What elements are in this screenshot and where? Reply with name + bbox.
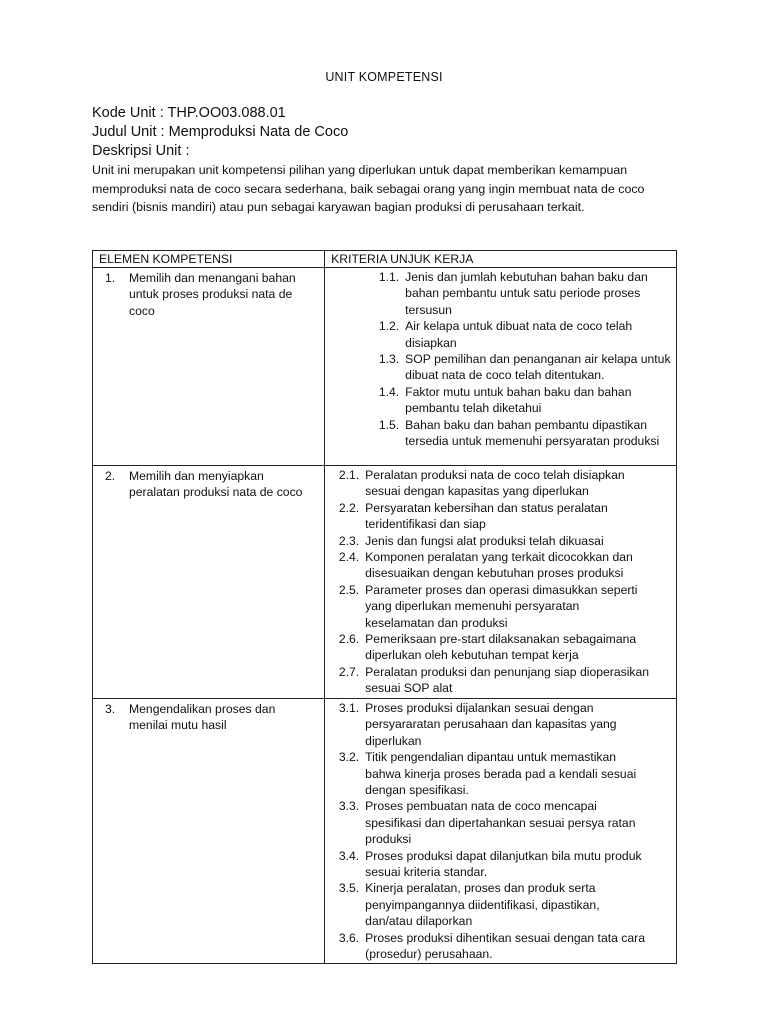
criteria-text-line: Bahan baku dan bahan pembantu dipastikan — [405, 417, 648, 432]
criteria-text-line: Faktor mutu untuk bahan baku dan bahan — [405, 384, 632, 399]
criteria-text-line: bahan pembantu untuk satu periode proses — [405, 286, 641, 301]
criteria-item — [325, 384, 672, 417]
element-text-line: menilai mutu hasil — [129, 718, 227, 733]
criteria-text — [365, 582, 672, 631]
element-number: 3. — [105, 702, 116, 716]
criteria-text — [365, 880, 672, 929]
criteria-number: 1.4. — [378, 384, 400, 399]
criteria-number: 2.7. — [338, 664, 360, 679]
table-row — [93, 268, 677, 466]
criteria-item — [325, 533, 672, 549]
criteria-text-line: tersedia untuk memenuhi persyaratan produksi — [405, 434, 660, 449]
criteria-text-line: dibuat nata de coco telah ditentukan. — [405, 368, 605, 383]
criteria-text-line: Air kelapa untuk dibuat nata de coco telah — [405, 319, 633, 334]
element-text-line: untuk proses produksi nata de — [129, 287, 293, 302]
unit-description-label: Deskripsi Unit : — [92, 143, 190, 159]
criteria-text-line: Proses pembuatan nata de coco mencapai — [365, 799, 597, 814]
criteria-item — [325, 631, 672, 664]
criteria-text — [365, 664, 672, 697]
criteria-number: 3.4. — [338, 848, 360, 863]
criteria-text-line: Proses produksi dijalankan sesuai dengan — [365, 701, 594, 715]
criteria-text-line: Peralatan produksi nata de coco telah disiapkan — [365, 468, 625, 482]
element-text-line: Memilih dan menyiapkan — [129, 469, 264, 483]
criteria-number: 1.3. — [378, 352, 400, 367]
criteria-item — [325, 930, 672, 963]
criteria-item — [325, 467, 672, 500]
element-text — [129, 468, 320, 501]
criteria-text-line: (prosedur) perusahaan. — [365, 947, 493, 962]
criteria-text — [365, 848, 672, 881]
criteria-item — [325, 549, 672, 582]
criteria-text-line: spesifikasi dan dipertahankan sesuai persya ratan — [365, 815, 636, 830]
criteria-text — [365, 700, 672, 749]
criteria-text-line: pembantu telah diketahui — [405, 401, 542, 416]
unit-description — [92, 161, 690, 217]
unit-title: Judul Unit : Memproduksi Nata de Coco — [92, 124, 349, 140]
criteria-text-line: diperlukan — [365, 733, 422, 748]
criteria-text-line: produksi — [365, 832, 412, 847]
criteria-text — [405, 351, 672, 384]
description-line: sendiri (bisnis mandiri) atau pun sebagai karyawan bagian produksi di perusahaan terkait. — [92, 200, 585, 214]
criteria-text-line: Parameter proses dan operasi dimasukkan seperti — [365, 582, 638, 597]
criteria-text — [365, 798, 672, 847]
criteria-text-line: keselamatan dan produksi — [365, 615, 508, 630]
criteria-text-line: teridentifikasi dan siap — [365, 517, 486, 532]
criteria-number: 1.2. — [378, 319, 400, 334]
element-item — [93, 268, 324, 319]
element-text — [129, 701, 320, 734]
element-item — [93, 699, 324, 734]
element-text-line: peralatan produksi nata de coco — [129, 485, 303, 500]
criteria-text-line: Titik pengendalian dipantau untuk memastikan — [365, 750, 617, 765]
criteria-number: 2.4. — [338, 550, 360, 565]
element-number: 1. — [105, 271, 116, 285]
criteria-text — [405, 318, 672, 351]
element-cell — [93, 268, 325, 466]
criteria-text — [365, 500, 672, 533]
criteria-item — [325, 417, 672, 450]
competency-table — [92, 250, 677, 964]
criteria-item — [325, 700, 672, 749]
unit-code: Kode Unit : THP.OO03.088.01 — [92, 105, 286, 121]
document-title: UNIT KOMPETENSI — [325, 70, 443, 84]
criteria-cell — [325, 466, 677, 699]
criteria-list — [325, 268, 676, 449]
criteria-item — [325, 749, 672, 798]
unit-meta — [92, 104, 692, 161]
criteria-text-line: SOP pemilihan dan penanganan air kelapa untuk — [405, 352, 671, 367]
criteria-number: 3.3. — [338, 799, 360, 814]
criteria-text — [405, 384, 672, 417]
criteria-item — [325, 318, 672, 351]
criteria-item — [325, 269, 672, 318]
criteria-item — [325, 880, 672, 929]
criteria-text-line: sesuai kriteria standar. — [365, 865, 488, 880]
criteria-text — [365, 549, 672, 582]
criteria-number: 1.5. — [378, 417, 400, 432]
criteria-text-line: yang diperlukan memenuhi persyaratan — [365, 599, 580, 614]
criteria-number: 2.1. — [338, 468, 360, 482]
element-cell — [93, 699, 325, 964]
element-text — [129, 270, 320, 319]
table-row — [93, 466, 677, 699]
element-item — [93, 466, 324, 501]
criteria-text-line: Persyaratan kebersihan dan status peralatan — [365, 500, 608, 515]
description-line: memproduksi nata de coco secara sederhana, baik sebagai orang yang ingin membuat nata de coco — [92, 181, 645, 196]
criteria-text-line: persyararatan perusahaan dan kapasitas yang — [365, 717, 617, 732]
criteria-text — [365, 749, 672, 798]
table-header-row — [93, 251, 677, 268]
criteria-list — [325, 466, 676, 697]
criteria-text-line: Kinerja peralatan, proses dan produk serta — [365, 881, 596, 896]
element-cell — [93, 466, 325, 699]
criteria-cell — [325, 699, 677, 964]
criteria-number: 2.3. — [338, 533, 360, 548]
criteria-item — [325, 664, 672, 697]
criteria-text-line: disesuaikan dengan kebutuhan proses produksi — [365, 566, 624, 581]
criteria-text-line: dan/atau dilaporkan — [365, 914, 473, 929]
criteria-text — [365, 533, 672, 549]
element-text-line: Memilih dan menangani bahan — [129, 271, 296, 285]
description-line: Unit ini merupakan unit kompetensi pilihan yang diperlukan untuk dapat memberikan kemampuan — [92, 163, 628, 177]
criteria-text-line: Proses produksi dapat dilanjutkan bila mutu produk — [365, 848, 642, 863]
criteria-text-line: Peralatan produksi dan penunjang siap dioperasikan — [365, 664, 650, 679]
criteria-number: 1.1. — [378, 270, 400, 284]
criteria-number: 3.2. — [338, 750, 360, 765]
criteria-text-line: sesuai dengan kapasitas yang diperlukan — [365, 484, 589, 499]
criteria-text-line: dengan spesifikasi. — [365, 783, 469, 798]
criteria-text-line: penyimpangannya diidentifikasi, dipastikan, — [365, 897, 600, 912]
element-text-line: Mengendalikan proses dan — [129, 702, 276, 716]
element-number: 2. — [105, 469, 116, 483]
header-elemen: ELEMEN KOMPETENSI — [93, 251, 325, 268]
criteria-text-line: Komponen peralatan yang terkait dicocokkan dan — [365, 550, 633, 565]
criteria-item — [325, 798, 672, 847]
header-kriteria: KRITERIA UNJUK KERJA — [325, 251, 677, 268]
element-text-line: coco — [129, 303, 155, 318]
criteria-text-line: disiapkan — [405, 335, 457, 350]
criteria-text-line: Jenis dan fungsi alat produksi telah dikuasai — [365, 533, 604, 548]
criteria-text — [365, 930, 672, 963]
criteria-item — [325, 500, 672, 533]
criteria-text-line: bahwa kinerja proses berada pad a kendali sesuai — [365, 766, 637, 781]
criteria-list — [325, 699, 676, 963]
criteria-text — [405, 269, 672, 318]
criteria-text-line: Proses produksi dihentikan sesuai dengan tata cara — [365, 930, 645, 945]
criteria-number: 3.1. — [338, 701, 360, 715]
criteria-number: 3.6. — [338, 930, 360, 945]
criteria-text — [365, 467, 672, 500]
criteria-text-line: sesuai SOP alat — [365, 681, 453, 696]
criteria-number: 2.2. — [338, 500, 360, 515]
criteria-number: 2.6. — [338, 632, 360, 647]
criteria-number: 2.5. — [338, 582, 360, 597]
criteria-text — [405, 417, 672, 450]
criteria-cell — [325, 268, 677, 466]
criteria-item — [325, 848, 672, 881]
criteria-text — [365, 631, 672, 664]
criteria-text-line: diperlukan oleh kebutuhan tempat kerja — [365, 648, 579, 663]
criteria-text-line: tersusun — [405, 302, 452, 317]
criteria-number: 3.5. — [338, 881, 360, 896]
criteria-text-line: Pemeriksaan pre-start dilaksanakan sebagaimana — [365, 632, 637, 647]
criteria-text-line: Jenis dan jumlah kebutuhan bahan baku dan — [405, 270, 648, 284]
table-row — [93, 699, 677, 964]
criteria-item — [325, 582, 672, 631]
criteria-item — [325, 351, 672, 384]
